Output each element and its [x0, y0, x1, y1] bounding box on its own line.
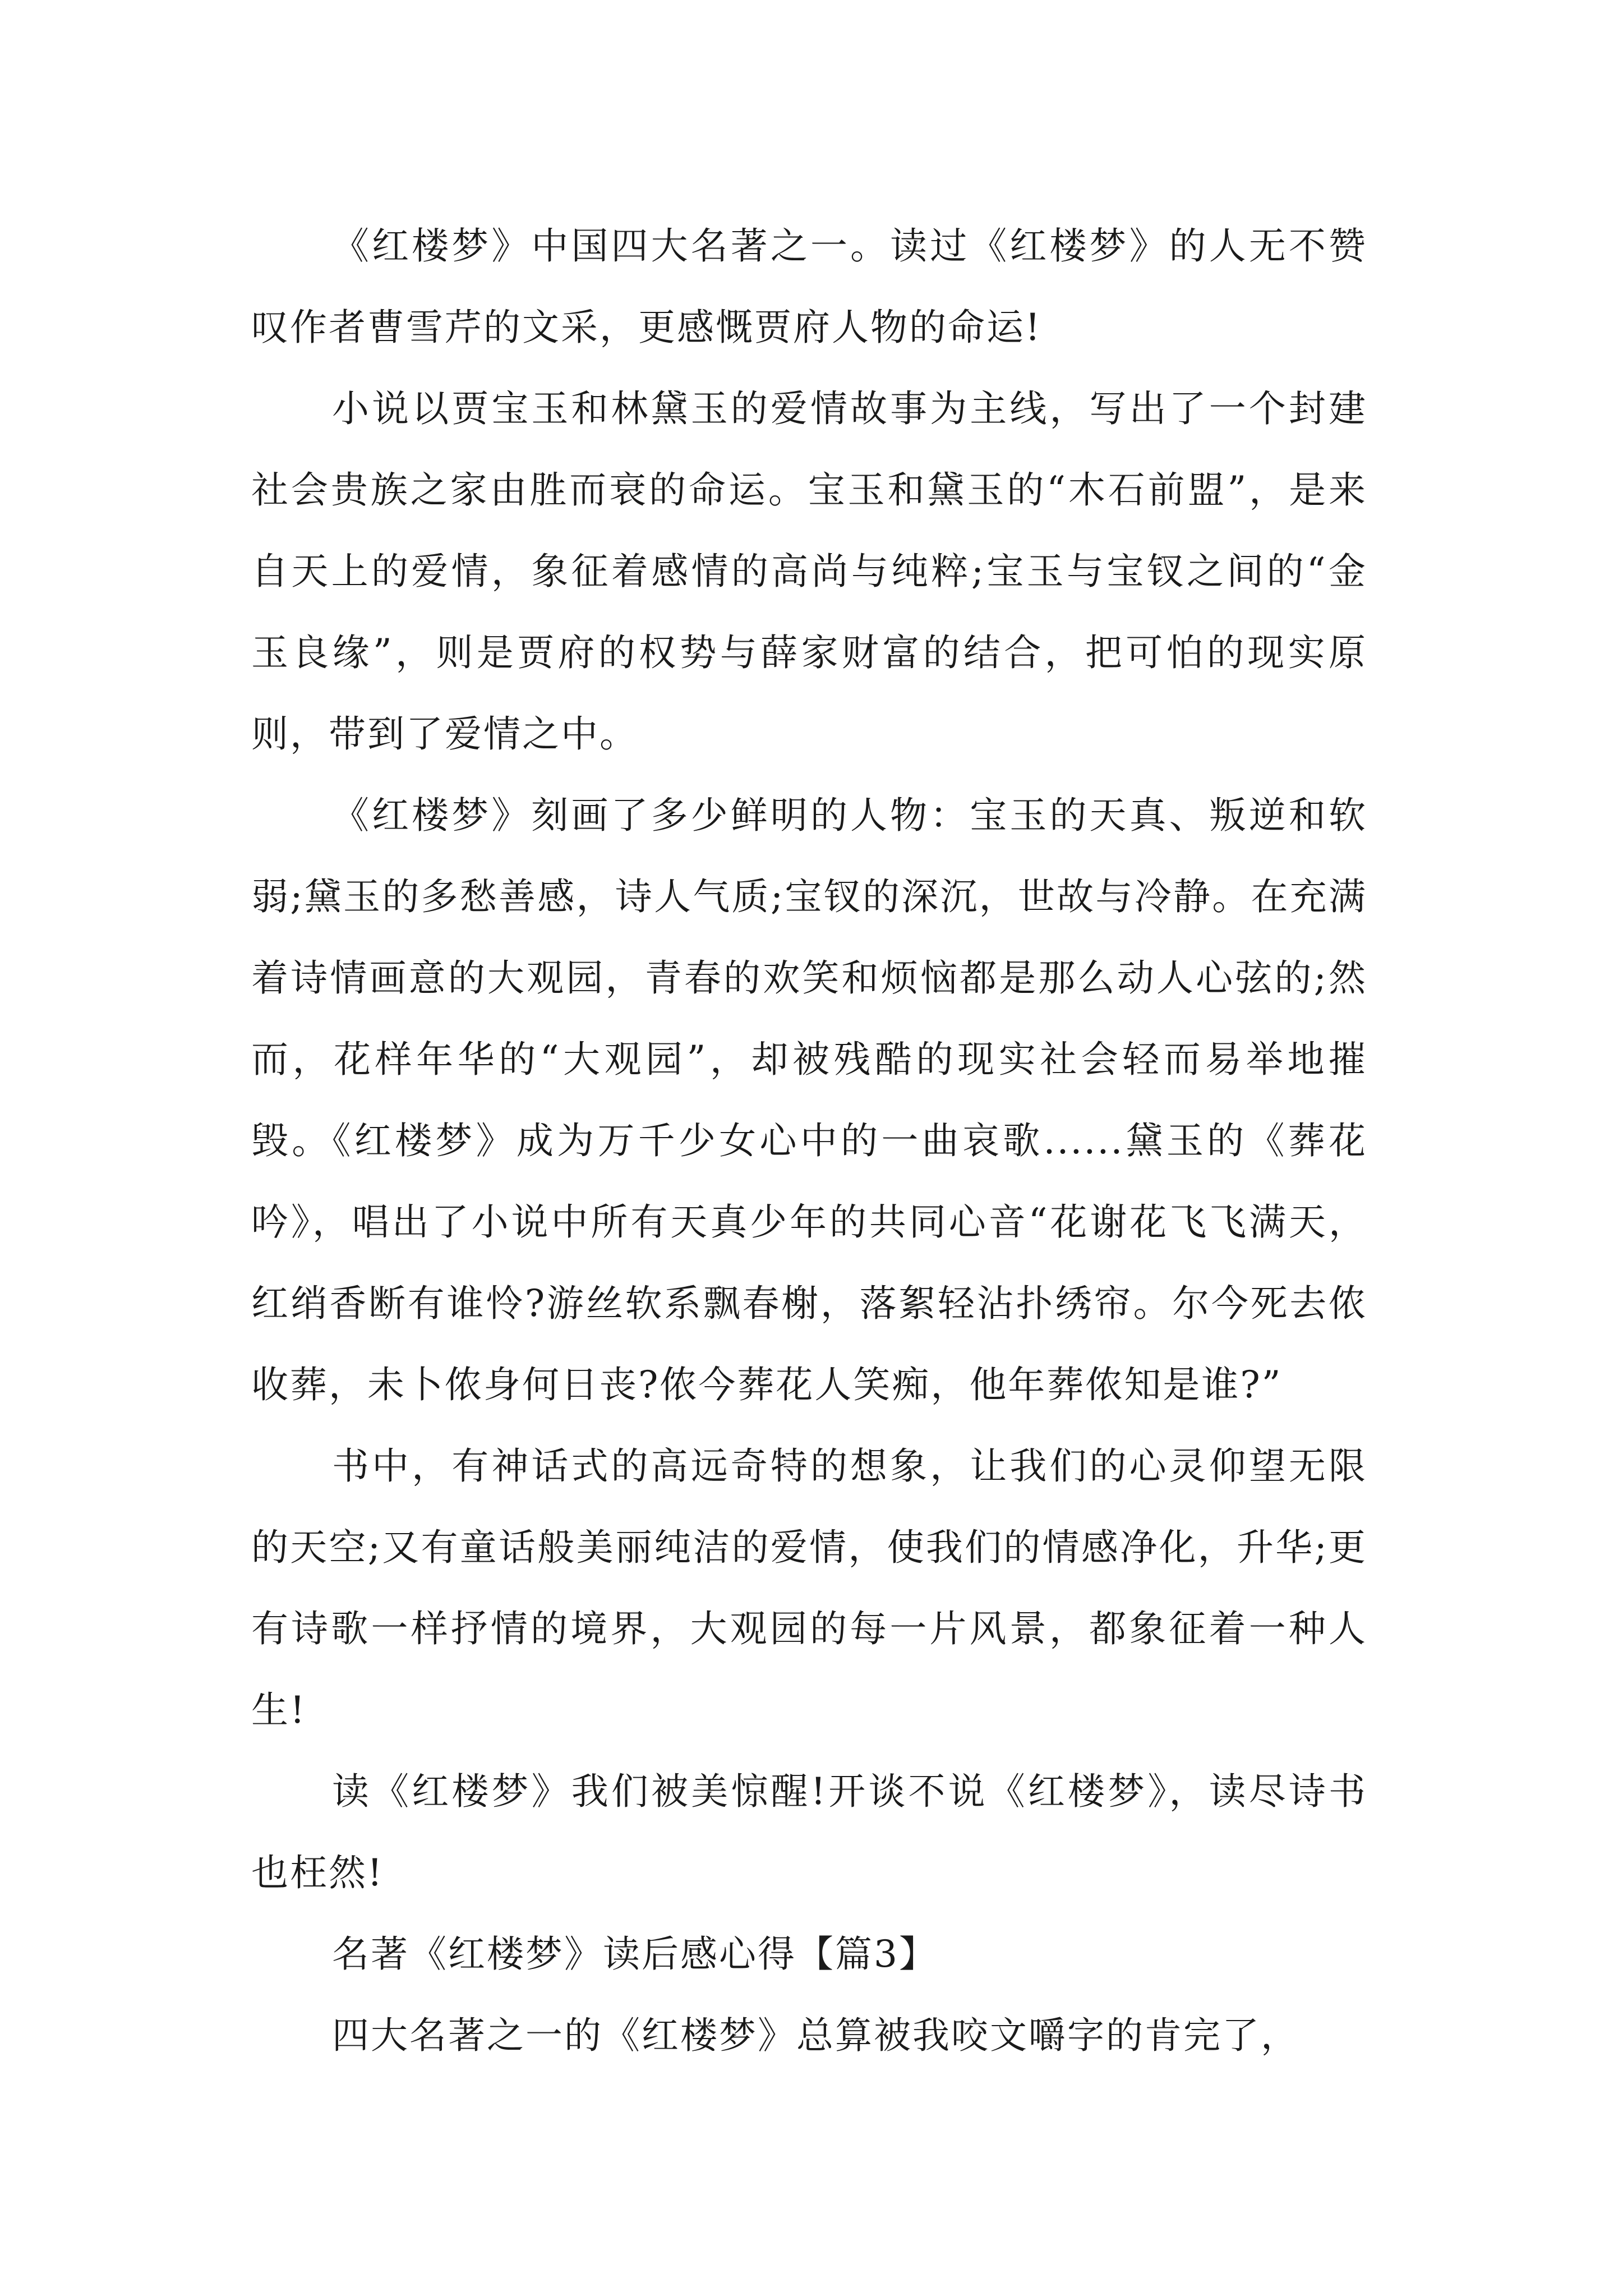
paragraph-next-section: 四大名著之一的《红楼梦》总算被我咬文嚼字的肯完了， [332, 2014, 1299, 2057]
paragraph-conclusion: 读《红楼梦》我们被美惊醒!开谈不说《红楼梦》，读尽诗书也枉然! [251, 1770, 1367, 1894]
section-heading: 名著《红楼梦》读后感心得【篇3】 [332, 1932, 938, 1976]
paragraph-characters: 《红楼梦》刻画了多少鲜明的人物：宝玉的天真、叛逆和软弱;黛玉的多愁善感，诗人气质;宝钗的深沉，世故与冷静。在充满着诗情画意的大观园，青春的欢笑和烦恼都是那么动人心弦的;然而，花样年华的“大观园”，却被残酷的现实社会轻而易举地摧毁。《红楼梦》成为万千少女心中的一曲哀歌......黛玉的《葬花吟》，唱出了小说中所有天真少年的共同心音“花谢花飞飞满天，红绡香断有谁怜?游丝软系飘春榭，落絮轻沾扑绣帘。尔今死去侬收葬，未卜侬身何日丧?侬今葬花人笑痴，他年葬侬知是谁?” [251, 794, 1367, 1406]
document-body [251, 205, 1367, 2076]
paragraph-love-story: 小说以贾宝玉和林黛玉的爱情故事为主线，写出了一个封建社会贵族之家由胜而衰的命运。宝玉和黛玉的“木石前盟”，是来自天上的爱情，象征着感情的高尚与纯粹;宝玉与宝钗之间的“金玉良缘”，则是贾府的权势与薛家财富的结合，把可怕的现实原则，带到了爱情之中。 [251, 387, 1367, 756]
paragraph-imagination: 书中，有神话式的高远奇特的想象，让我们的心灵仰望无限的天空;又有童话般美丽纯洁的爱情，使我们的情感净化，升华;更有诗歌一样抒情的境界，大观园的每一片风景，都象征着一种人生! [251, 1444, 1367, 1732]
paragraph-intro: 《红楼梦》中国四大名著之一。读过《红楼梦》的人无不赞叹作者曹雪芹的文采，更感慨贾府人物的命运! [251, 224, 1367, 349]
